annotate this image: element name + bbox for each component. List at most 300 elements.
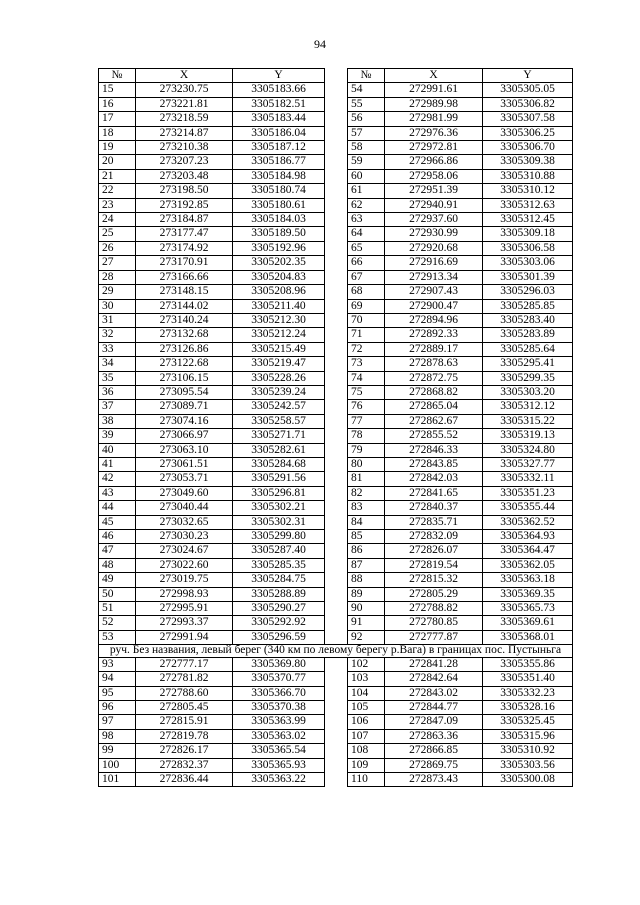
x-coordinate-left: 273203.48 (136, 169, 233, 183)
x-coordinate-right: 272835.71 (385, 515, 483, 529)
y-coordinate-right: 3305310.12 (483, 184, 573, 198)
column-separator (325, 184, 348, 198)
point-number-left: 43 (99, 486, 136, 500)
point-number-right: 84 (348, 515, 385, 529)
point-number-right: 60 (348, 169, 385, 183)
x-coordinate-left: 273207.23 (136, 155, 233, 169)
y-coordinate-left: 3305186.04 (233, 126, 325, 140)
table-row (99, 530, 573, 544)
column-separator (325, 744, 348, 758)
point-number-right: 102 (348, 657, 385, 671)
y-coordinate-left: 3305369.80 (233, 657, 325, 671)
column-separator (325, 328, 348, 342)
table-row (99, 313, 573, 327)
y-coordinate-left: 3305208.96 (233, 285, 325, 299)
column-separator (325, 573, 348, 587)
point-number-right: 109 (348, 758, 385, 772)
y-coordinate-right: 3305364.93 (483, 530, 573, 544)
point-number-right: 110 (348, 773, 385, 787)
point-number-left: 42 (99, 472, 136, 486)
point-number-left: 36 (99, 385, 136, 399)
y-coordinate-right: 3305312.12 (483, 400, 573, 414)
point-number-left: 50 (99, 587, 136, 601)
y-coordinate-left: 3305271.71 (233, 429, 325, 443)
column-separator (325, 69, 348, 83)
table-row (99, 342, 573, 356)
table-row (99, 256, 573, 270)
x-coordinate-right: 272873.43 (385, 773, 483, 787)
table-row (99, 573, 573, 587)
table-row (99, 184, 573, 198)
point-number-right: 91 (348, 616, 385, 630)
y-coordinate-right: 3305303.56 (483, 758, 573, 772)
x-coordinate-right: 272805.29 (385, 587, 483, 601)
y-coordinate-right: 3305303.06 (483, 256, 573, 270)
point-number-left: 21 (99, 169, 136, 183)
y-coordinate-left: 3305180.61 (233, 198, 325, 212)
y-coordinate-left: 3305184.98 (233, 169, 325, 183)
point-number-right: 82 (348, 486, 385, 500)
x-coordinate-left: 273061.51 (136, 457, 233, 471)
x-coordinate-left: 272819.78 (136, 729, 233, 743)
column-separator (325, 414, 348, 428)
y-coordinate-right: 3305310.88 (483, 169, 573, 183)
point-number-right: 90 (348, 602, 385, 616)
x-coordinate-left: 273218.59 (136, 112, 233, 126)
column-separator (325, 97, 348, 111)
x-coordinate-left: 273210.38 (136, 141, 233, 155)
x-coordinate-left: 273066.97 (136, 429, 233, 443)
y-coordinate-right: 3305312.63 (483, 198, 573, 212)
header-y-right: Y (483, 69, 573, 83)
point-number-right: 79 (348, 443, 385, 457)
table-row (99, 97, 573, 111)
x-coordinate-left: 273177.47 (136, 227, 233, 241)
x-coordinate-left: 273049.60 (136, 486, 233, 500)
x-coordinate-right: 272815.32 (385, 573, 483, 587)
x-coordinate-left: 273148.15 (136, 285, 233, 299)
point-number-right: 65 (348, 241, 385, 255)
column-separator (325, 700, 348, 714)
point-number-left: 100 (99, 758, 136, 772)
table-row (99, 429, 573, 443)
y-coordinate-right: 3305364.47 (483, 544, 573, 558)
y-coordinate-left: 3305212.24 (233, 328, 325, 342)
table-header-row (99, 69, 573, 83)
point-number-right: 77 (348, 414, 385, 428)
point-number-left: 15 (99, 83, 136, 97)
y-coordinate-right: 3305285.85 (483, 299, 573, 313)
y-coordinate-left: 3305204.83 (233, 270, 325, 284)
column-separator (325, 342, 348, 356)
point-number-right: 88 (348, 573, 385, 587)
point-number-left: 95 (99, 686, 136, 700)
x-coordinate-right: 272855.52 (385, 429, 483, 443)
y-coordinate-left: 3305242.57 (233, 400, 325, 414)
column-separator (325, 729, 348, 743)
y-coordinate-left: 3305212.30 (233, 313, 325, 327)
point-number-right: 104 (348, 686, 385, 700)
section-caption: руч. Без названия, левый берег (340 км по левому берегу р.Вага) в границах пос. Пустыньга (99, 645, 573, 658)
column-separator (325, 213, 348, 227)
x-coordinate-left: 273192.85 (136, 198, 233, 212)
x-coordinate-right: 272907.43 (385, 285, 483, 299)
y-coordinate-left: 3305180.74 (233, 184, 325, 198)
y-coordinate-left: 3305183.44 (233, 112, 325, 126)
x-coordinate-right: 272846.33 (385, 443, 483, 457)
table-row (99, 227, 573, 241)
point-number-right: 83 (348, 501, 385, 515)
point-number-left: 33 (99, 342, 136, 356)
x-coordinate-right: 272894.96 (385, 313, 483, 327)
x-coordinate-left: 273019.75 (136, 573, 233, 587)
point-number-right: 103 (348, 672, 385, 686)
table-row (99, 630, 573, 644)
y-coordinate-left: 3305292.92 (233, 616, 325, 630)
table-row (99, 112, 573, 126)
column-separator (325, 256, 348, 270)
x-coordinate-left: 272777.17 (136, 657, 233, 671)
x-coordinate-left: 272781.82 (136, 672, 233, 686)
point-number-left: 99 (99, 744, 136, 758)
point-number-left: 48 (99, 558, 136, 572)
y-coordinate-right: 3305315.96 (483, 729, 573, 743)
x-coordinate-left: 272832.37 (136, 758, 233, 772)
table-body-block1 (99, 83, 573, 645)
point-number-left: 16 (99, 97, 136, 111)
y-coordinate-right: 3305295.41 (483, 357, 573, 371)
y-coordinate-left: 3305183.66 (233, 83, 325, 97)
x-coordinate-right: 272826.07 (385, 544, 483, 558)
x-coordinate-right: 272913.34 (385, 270, 483, 284)
x-coordinate-left: 273184.87 (136, 213, 233, 227)
table-row (99, 357, 573, 371)
point-number-right: 108 (348, 744, 385, 758)
coordinates-table (98, 68, 573, 787)
y-coordinate-right: 3305306.82 (483, 97, 573, 111)
x-coordinate-left: 273126.86 (136, 342, 233, 356)
point-number-right: 72 (348, 342, 385, 356)
y-coordinate-left: 3305284.75 (233, 573, 325, 587)
y-coordinate-left: 3305258.57 (233, 414, 325, 428)
x-coordinate-right: 272777.87 (385, 630, 483, 644)
y-coordinate-left: 3305239.24 (233, 385, 325, 399)
column-separator (325, 602, 348, 616)
table-row (99, 729, 573, 743)
point-number-left: 20 (99, 155, 136, 169)
y-coordinate-left: 3305290.27 (233, 602, 325, 616)
point-number-left: 51 (99, 602, 136, 616)
y-coordinate-right: 3305303.20 (483, 385, 573, 399)
x-coordinate-right: 272840.37 (385, 501, 483, 515)
header-y-left: Y (233, 69, 325, 83)
x-coordinate-left: 273053.71 (136, 472, 233, 486)
y-coordinate-left: 3305219.47 (233, 357, 325, 371)
y-coordinate-right: 3305328.16 (483, 700, 573, 714)
x-coordinate-right: 272991.61 (385, 83, 483, 97)
x-coordinate-left: 272826.17 (136, 744, 233, 758)
point-number-left: 31 (99, 313, 136, 327)
column-separator (325, 141, 348, 155)
header-x-left: X (136, 69, 233, 83)
x-coordinate-right: 272841.65 (385, 486, 483, 500)
point-number-left: 52 (99, 616, 136, 630)
y-coordinate-left: 3305202.35 (233, 256, 325, 270)
column-separator (325, 544, 348, 558)
x-coordinate-left: 272995.91 (136, 602, 233, 616)
y-coordinate-right: 3305306.58 (483, 241, 573, 255)
point-number-right: 54 (348, 83, 385, 97)
x-coordinate-left: 273040.44 (136, 501, 233, 515)
x-coordinate-right: 272780.85 (385, 616, 483, 630)
table-row (99, 544, 573, 558)
table-row (99, 515, 573, 529)
y-coordinate-right: 3305315.22 (483, 414, 573, 428)
table-row (99, 299, 573, 313)
table-row (99, 558, 573, 572)
x-coordinate-left: 273030.23 (136, 530, 233, 544)
point-number-right: 66 (348, 256, 385, 270)
y-coordinate-left: 3305215.49 (233, 342, 325, 356)
x-coordinate-left: 273095.54 (136, 385, 233, 399)
point-number-left: 32 (99, 328, 136, 342)
section-caption-row (99, 645, 573, 658)
point-number-right: 55 (348, 97, 385, 111)
point-number-right: 89 (348, 587, 385, 601)
point-number-right: 61 (348, 184, 385, 198)
y-coordinate-right: 3305285.64 (483, 342, 573, 356)
table-row (99, 472, 573, 486)
table-row (99, 715, 573, 729)
y-coordinate-right: 3305324.80 (483, 443, 573, 457)
x-coordinate-right: 272951.39 (385, 184, 483, 198)
x-coordinate-right: 272878.63 (385, 357, 483, 371)
point-number-left: 93 (99, 657, 136, 671)
y-coordinate-left: 3305287.40 (233, 544, 325, 558)
y-coordinate-right: 3305325.45 (483, 715, 573, 729)
y-coordinate-left: 3305363.22 (233, 773, 325, 787)
x-coordinate-right: 272866.85 (385, 744, 483, 758)
point-number-right: 71 (348, 328, 385, 342)
table-row (99, 270, 573, 284)
x-coordinate-left: 273144.02 (136, 299, 233, 313)
column-separator (325, 715, 348, 729)
table-row (99, 457, 573, 471)
point-number-right: 63 (348, 213, 385, 227)
y-coordinate-left: 3305365.54 (233, 744, 325, 758)
y-coordinate-right: 3305332.23 (483, 686, 573, 700)
point-number-right: 59 (348, 155, 385, 169)
x-coordinate-right: 272976.36 (385, 126, 483, 140)
table-row (99, 385, 573, 399)
x-coordinate-right: 272940.91 (385, 198, 483, 212)
y-coordinate-left: 3305192.96 (233, 241, 325, 255)
y-coordinate-left: 3305363.99 (233, 715, 325, 729)
y-coordinate-right: 3305368.01 (483, 630, 573, 644)
table-row (99, 285, 573, 299)
point-number-left: 41 (99, 457, 136, 471)
x-coordinate-left: 273089.71 (136, 400, 233, 414)
y-coordinate-right: 3305365.73 (483, 602, 573, 616)
x-coordinate-left: 273221.81 (136, 97, 233, 111)
x-coordinate-right: 272862.67 (385, 414, 483, 428)
y-coordinate-left: 3305299.80 (233, 530, 325, 544)
x-coordinate-left: 273170.91 (136, 256, 233, 270)
point-number-right: 73 (348, 357, 385, 371)
x-coordinate-right: 272892.33 (385, 328, 483, 342)
column-separator (325, 472, 348, 486)
point-number-right: 107 (348, 729, 385, 743)
y-coordinate-right: 3305355.86 (483, 657, 573, 671)
column-separator (325, 773, 348, 787)
point-number-right: 76 (348, 400, 385, 414)
column-separator (325, 299, 348, 313)
x-coordinate-left: 272836.44 (136, 773, 233, 787)
point-number-left: 96 (99, 700, 136, 714)
point-number-left: 45 (99, 515, 136, 529)
x-coordinate-right: 272889.17 (385, 342, 483, 356)
header-number-left: № (99, 69, 136, 83)
point-number-left: 24 (99, 213, 136, 227)
table-row (99, 616, 573, 630)
point-number-right: 56 (348, 112, 385, 126)
point-number-left: 34 (99, 357, 136, 371)
y-coordinate-right: 3305306.25 (483, 126, 573, 140)
y-coordinate-right: 3305309.18 (483, 227, 573, 241)
x-coordinate-left: 273063.10 (136, 443, 233, 457)
y-coordinate-left: 3305366.70 (233, 686, 325, 700)
x-coordinate-left: 272998.93 (136, 587, 233, 601)
y-coordinate-right: 3305296.03 (483, 285, 573, 299)
y-coordinate-right: 3305332.11 (483, 472, 573, 486)
y-coordinate-right: 3305283.89 (483, 328, 573, 342)
x-coordinate-right: 272832.09 (385, 530, 483, 544)
x-coordinate-left: 273140.24 (136, 313, 233, 327)
x-coordinate-left: 273024.67 (136, 544, 233, 558)
x-coordinate-right: 272863.36 (385, 729, 483, 743)
point-number-left: 53 (99, 630, 136, 644)
column-separator (325, 83, 348, 97)
y-coordinate-left: 3305189.50 (233, 227, 325, 241)
table-row (99, 141, 573, 155)
column-separator (325, 357, 348, 371)
y-coordinate-right: 3305363.18 (483, 573, 573, 587)
table-row (99, 501, 573, 515)
column-separator (325, 486, 348, 500)
point-number-left: 35 (99, 371, 136, 385)
point-number-right: 57 (348, 126, 385, 140)
x-coordinate-right: 272900.47 (385, 299, 483, 313)
table-row (99, 213, 573, 227)
point-number-left: 94 (99, 672, 136, 686)
y-coordinate-left: 3305370.77 (233, 672, 325, 686)
column-separator (325, 672, 348, 686)
y-coordinate-right: 3305369.35 (483, 587, 573, 601)
table-row (99, 400, 573, 414)
point-number-right: 81 (348, 472, 385, 486)
x-coordinate-right: 272916.69 (385, 256, 483, 270)
x-coordinate-left: 273074.16 (136, 414, 233, 428)
table-row (99, 744, 573, 758)
x-coordinate-left: 273166.66 (136, 270, 233, 284)
column-separator (325, 285, 348, 299)
table-row (99, 758, 573, 772)
point-number-left: 18 (99, 126, 136, 140)
x-coordinate-right: 272843.02 (385, 686, 483, 700)
point-number-left: 30 (99, 299, 136, 313)
y-coordinate-left: 3305288.89 (233, 587, 325, 601)
x-coordinate-left: 272993.37 (136, 616, 233, 630)
x-coordinate-right: 272937.60 (385, 213, 483, 227)
point-number-left: 19 (99, 141, 136, 155)
x-coordinate-left: 273106.15 (136, 371, 233, 385)
x-coordinate-right: 272843.85 (385, 457, 483, 471)
column-separator (325, 241, 348, 255)
y-coordinate-right: 3305310.92 (483, 744, 573, 758)
table-row (99, 371, 573, 385)
point-number-left: 25 (99, 227, 136, 241)
table-row (99, 83, 573, 97)
y-coordinate-right: 3305327.77 (483, 457, 573, 471)
x-coordinate-left: 273132.68 (136, 328, 233, 342)
x-coordinate-left: 273022.60 (136, 558, 233, 572)
y-coordinate-right: 3305283.40 (483, 313, 573, 327)
y-coordinate-left: 3305186.77 (233, 155, 325, 169)
point-number-left: 97 (99, 715, 136, 729)
table-row (99, 686, 573, 700)
column-separator (325, 501, 348, 515)
y-coordinate-left: 3305228.26 (233, 371, 325, 385)
x-coordinate-right: 272842.64 (385, 672, 483, 686)
table-row (99, 241, 573, 255)
y-coordinate-right: 3305319.13 (483, 429, 573, 443)
column-separator (325, 169, 348, 183)
header-x-right: X (385, 69, 483, 83)
point-number-left: 37 (99, 400, 136, 414)
table-row (99, 169, 573, 183)
y-coordinate-left: 3305363.02 (233, 729, 325, 743)
point-number-left: 22 (99, 184, 136, 198)
column-separator (325, 198, 348, 212)
x-coordinate-left: 273230.75 (136, 83, 233, 97)
x-coordinate-right: 272958.06 (385, 169, 483, 183)
point-number-left: 49 (99, 573, 136, 587)
point-number-right: 92 (348, 630, 385, 644)
x-coordinate-right: 272868.82 (385, 385, 483, 399)
column-separator (325, 457, 348, 471)
point-number-right: 87 (348, 558, 385, 572)
column-separator (325, 657, 348, 671)
column-separator (325, 400, 348, 414)
table-row (99, 198, 573, 212)
column-separator (325, 443, 348, 457)
point-number-right: 74 (348, 371, 385, 385)
point-number-left: 39 (99, 429, 136, 443)
table-row (99, 155, 573, 169)
point-number-right: 58 (348, 141, 385, 155)
column-separator (325, 558, 348, 572)
table-row (99, 657, 573, 671)
point-number-left: 98 (99, 729, 136, 743)
point-number-right: 80 (348, 457, 385, 471)
y-coordinate-right: 3305307.58 (483, 112, 573, 126)
x-coordinate-left: 272805.45 (136, 700, 233, 714)
x-coordinate-left: 272991.94 (136, 630, 233, 644)
y-coordinate-right: 3305351.23 (483, 486, 573, 500)
x-coordinate-right: 272842.03 (385, 472, 483, 486)
column-separator (325, 616, 348, 630)
point-number-left: 46 (99, 530, 136, 544)
